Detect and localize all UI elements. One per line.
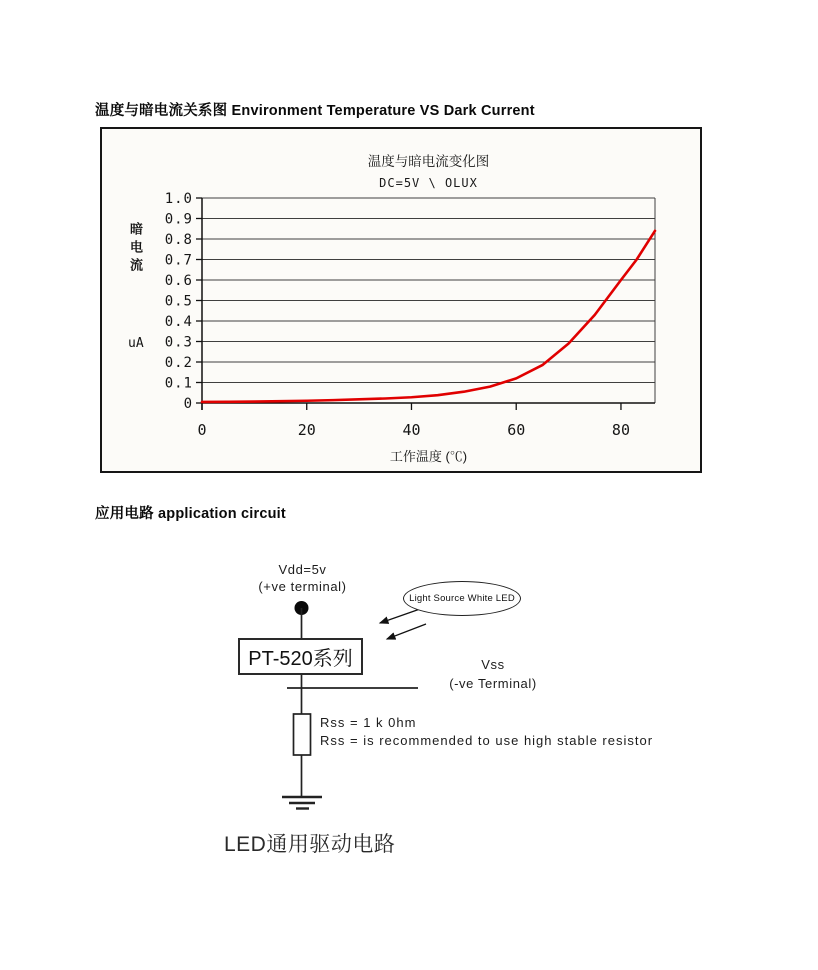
application-circuit-diagram — [230, 555, 700, 825]
vss-sublabel: (-ve Terminal) — [449, 676, 537, 691]
y-tick-label: 0.4 — [164, 314, 193, 330]
chart-title: 温度与暗电流变化图 — [367, 154, 490, 169]
vdd-label: Vdd=5v — [278, 562, 327, 577]
y-axis-unit: uA — [128, 336, 144, 351]
section-title-dark-current: 温度与暗电流关系图 Environment Temperature VS Dark Current — [95, 103, 535, 119]
y-tick-label: 0.5 — [164, 293, 193, 310]
light-arrow-1 — [380, 609, 420, 623]
y-tick-label: 0.9 — [164, 211, 193, 228]
x-tick-label: 40 — [402, 421, 421, 439]
pt520-component-box — [238, 638, 363, 675]
y-tick-label: 0.1 — [164, 375, 193, 392]
light-source-bubble — [403, 581, 521, 616]
y-tick-label: 0.2 — [164, 355, 193, 371]
light-source-label: Light Source White LED — [409, 593, 515, 604]
x-tick-label: 20 — [297, 421, 316, 439]
y-tick-label: 0.3 — [164, 334, 193, 351]
x-tick-label: 0 — [197, 421, 207, 439]
chart-subtitle: DC=5V \ OLUX — [379, 176, 478, 190]
light-arrow-2 — [387, 624, 426, 639]
circuit-caption: LED通用驱动电路 — [224, 833, 396, 856]
vdd-sublabel: (+ve terminal) — [258, 579, 347, 594]
section-title-application-circuit: 应用电路 application circuit — [95, 506, 286, 522]
y-tick-label: 1.0 — [164, 191, 193, 207]
rss-value-label: Rss = 1 k 0hm — [320, 715, 417, 730]
y-tick-label: 0.8 — [164, 232, 193, 248]
pt520-label: PT-520系列 — [248, 648, 353, 670]
y-tick-label: 0.7 — [164, 252, 193, 269]
x-tick-label: 60 — [507, 421, 526, 439]
x-axis-title: 工作温度 (℃) — [389, 449, 468, 464]
vss-label: Vss — [481, 657, 505, 672]
dark-current-curve — [202, 231, 655, 402]
y-axis-label: 暗电流 — [128, 222, 143, 276]
chart-figure — [100, 127, 702, 473]
resistor-symbol — [294, 714, 311, 755]
x-tick-label: 80 — [611, 421, 630, 439]
y-tick-label: 0.6 — [164, 273, 193, 289]
y-tick-label: 0 — [183, 396, 193, 412]
rss-note-label: Rss = is recommended to use high stable resistor — [320, 733, 654, 748]
